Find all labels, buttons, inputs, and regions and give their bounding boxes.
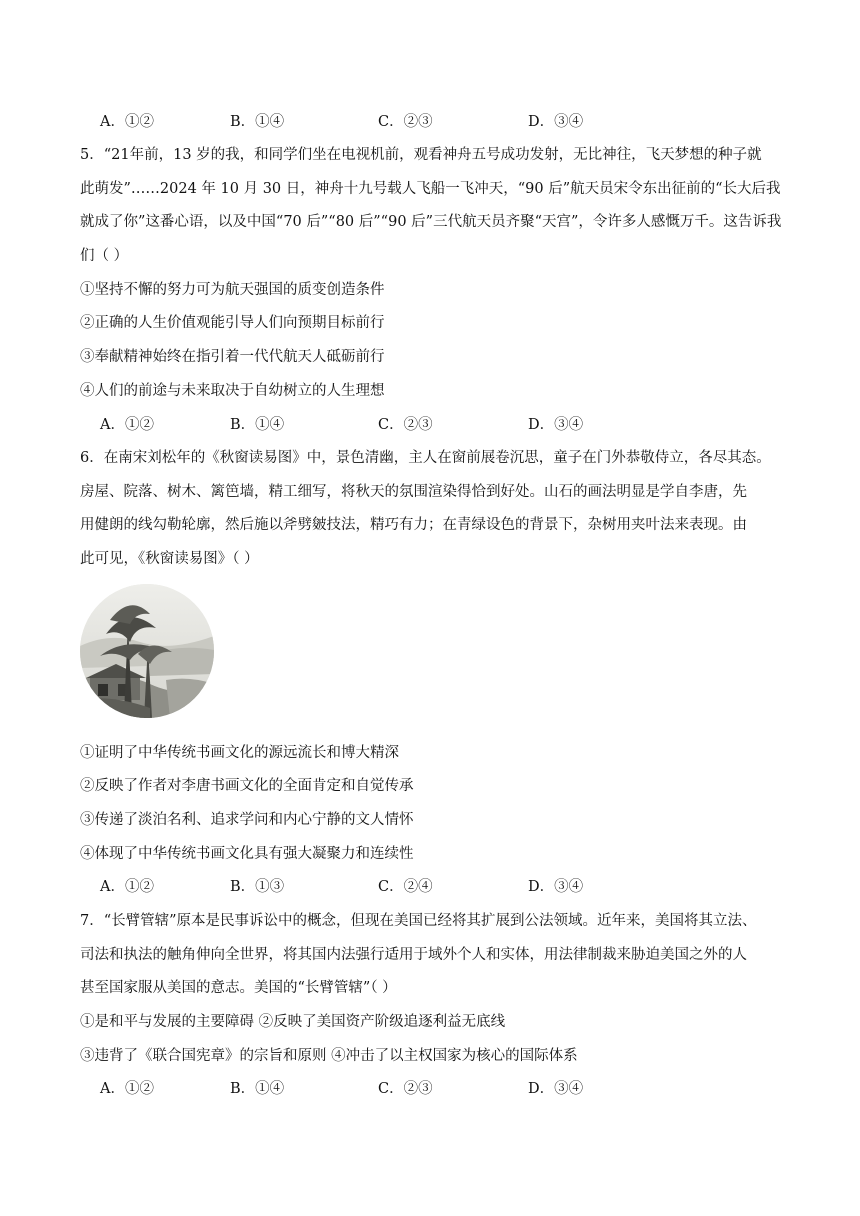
q6-statement: ④体现了中华传统书画文化具有强大凝聚力和连续性 <box>80 846 414 862</box>
q7-options <box>100 1079 660 1099</box>
q5-options <box>100 415 660 435</box>
q7-statement: ①是和平与发展的主要障碍 ②反映了美国资产阶级追逐利益无底线 <box>80 1014 506 1030</box>
q5-stem-line: 就成了你”这番心语，以及中国“70 后”“80 后”“90 后”三代航天员齐聚“天宫”，令许多人感慨万千。这告诉我 <box>80 214 782 230</box>
q7-stem-line: 7．“长臂管辖”原本是民事诉讼中的概念，但现在美国已经将其扩展到公法领域。近年来，美国将其立法、 <box>80 913 757 929</box>
q6-statement: ③传递了淡泊名利、追求学问和内心宁静的文人情怀 <box>80 812 414 828</box>
q6-statement: ①证明了中华传统书画文化的源远流长和博大精深 <box>80 745 399 761</box>
q4-option-a[interactable]: A．①② <box>100 114 154 130</box>
q5-option-c[interactable]: C．②③ <box>378 417 433 433</box>
q7-option-c[interactable]: C．②③ <box>378 1081 433 1097</box>
q5-stem-line: 5．“21年前，13 岁的我，和同学们坐在电视机前，观看神舟五号成功发射，无比神往，飞天梦想的种子就 <box>80 147 762 163</box>
q5-statement: ①坚持不懈的努力可为航天强国的质变创造条件 <box>80 282 385 298</box>
q5-option-a[interactable]: A．①② <box>100 417 154 433</box>
q6-option-c[interactable]: C．②④ <box>378 879 433 895</box>
q6-stem-line: 6．在南宋刘松年的《秋窗读易图》中，景色清幽，主人在窗前展卷沉思，童子在门外恭敬侍立，各尽其态。 <box>80 450 771 466</box>
q5-option-b[interactable]: B．①④ <box>230 417 285 433</box>
q4-option-c[interactable]: C．②③ <box>378 114 433 130</box>
q6-option-b[interactable]: B．①③ <box>230 879 285 895</box>
q7-statement: ③违背了《联合国宪章》的宗旨和原则 ④冲击了以主权国家为核心的国际体系 <box>80 1048 578 1064</box>
q6-stem-line: 此可见，《秋窗读易图》（ ） <box>80 551 259 567</box>
q7-option-d[interactable]: D．③④ <box>528 1081 584 1097</box>
q5-statement: ②正确的人生价值观能引导人们向预期目标前行 <box>80 315 385 331</box>
q6-stem-line: 房屋、院落、树木、篱笆墙，精工细写，将秋天的氛围渲染得恰到好处。山石的画法明显是学自李唐，先 <box>80 484 747 500</box>
q7-option-b[interactable]: B．①④ <box>230 1081 285 1097</box>
q5-stem-line: 们（ ） <box>80 248 129 264</box>
q5-statement: ④人们的前途与未来取决于自幼树立的人生理想 <box>80 383 385 399</box>
landscape-painting-illustration <box>80 584 214 718</box>
q5-stem-line: 此萌发”……2024 年 10 月 30 日，神舟十九号载人飞船一飞冲天，“90 后”航天员宋令东出征前的“长大后我 <box>80 181 781 197</box>
q6-options <box>100 877 660 897</box>
q7-stem-line: 司法和执法的触角伸向全世界，将其国内法强行适用于域外个人和实体，用法律制裁来胁迫美国之外的人 <box>80 947 747 963</box>
q6-stem-line: 用健朗的线勾勒轮廓，然后施以斧劈皴技法，精巧有力；在青绿设色的背景下，杂树用夹叶法来表现。由 <box>80 517 747 533</box>
q4-option-b[interactable]: B．①④ <box>230 114 285 130</box>
q7-option-a[interactable]: A．①② <box>100 1081 154 1097</box>
q7-stem-line: 甚至国家服从美国的意志。美国的“长臂管辖”（ ） <box>80 980 397 996</box>
q4-option-d[interactable]: D．③④ <box>528 114 584 130</box>
q4-options <box>100 112 660 132</box>
q5-option-d[interactable]: D．③④ <box>528 417 584 433</box>
q6-option-d[interactable]: D．③④ <box>528 879 584 895</box>
q6-option-a[interactable]: A．①② <box>100 879 154 895</box>
q5-statement: ③奉献精神始终在指引着一代代航天人砥砺前行 <box>80 349 385 365</box>
q6-statement: ②反映了作者对李唐书画文化的全面肯定和自觉传承 <box>80 778 414 794</box>
painting-image <box>80 584 214 718</box>
